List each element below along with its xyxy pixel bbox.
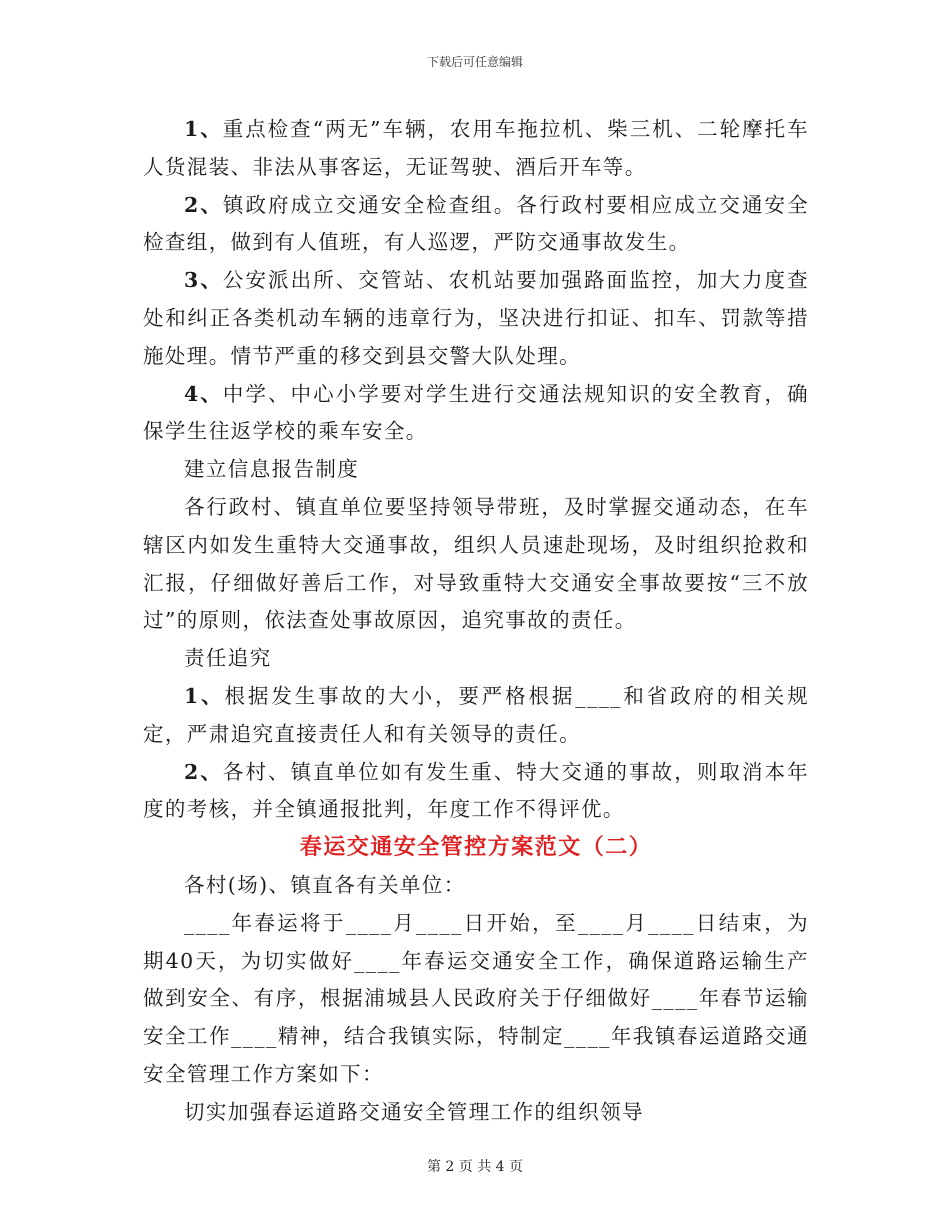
subheading-organization: 切实加强春运道路交通安全管理工作的组织领导 [184, 1099, 644, 1124]
section-title: 春运交通安全管控方案范文（二） [299, 835, 653, 861]
paragraph-info-report: 各行政村、镇直单位要坚持领导带班，及时掌握交通动态，在车辖区内如发生重特大交通事故，组织人员速赴现场，及时组织抢救和汇报，仔细做好善后工作，对导致重特大交通安全事故要按“三不放过”的原则，依法查处事故原因，追究事故的责任。 [143, 494, 809, 633]
paragraph-road-monitoring: 3、公安派出所、交管站、农机站要加强路面监控，加大力度查处和纠正各类机动车辆的违章行为，坚决进行扣证、扣车、罚款等措施处理。情节严重的移交到县交警大队处理。 [143, 268, 809, 368]
paragraph-plan-intro: ____年春运将于____月____日开始，至____月____日结束，为期40天，为切实做好____年春运交通安全工作，确保道路运输生产做到安全、有序，根据浦城县人民政府关于仔细做好____年春节运输安全工作____精神，结合我镇实际，特制定____年我镇春运道路交通安全管理工作方案如下： [143, 910, 809, 1086]
page-footer: 第 2 页 共 4 页 [426, 1159, 524, 1175]
paragraph-check-vehicles: 1、重点检查“两无”车辆，农用车拖拉机、柴三机、二轮摩托车人货混装、非法从事客运，无证驾驶、酒后开车等。 [143, 117, 809, 179]
paragraph-inspection-group: 2、镇政府成立交通安全检查组。各行政村要相应成立交通安全检查组，做到有人值班，有人巡逻，严防交通事故发生。 [143, 192, 809, 255]
paragraph-accountability-1: 1、根据发生事故的大小，要严格根据____和省政府的相关规定，严肃追究直接责任人和有关领导的责任。 [143, 683, 809, 746]
document-body [143, 111, 809, 1132]
paragraph-accountability-2: 2、各村、镇直单位如有发生重、特大交通的事故，则取消本年度的考核，并全镇通报批判，年度工作不得评优。 [143, 759, 809, 822]
subheading-info-report: 建立信息报告制度 [184, 457, 360, 482]
page-header: 下载后可任意编辑 [426, 55, 523, 69]
paragraph-salutation: 各村(场)、镇直各有关单位： [184, 872, 466, 897]
paragraph-school-safety: 4、中学、中心小学要对学生进行交通法规知识的安全教育，确保学生往返学校的乘车安全。 [143, 381, 809, 444]
subheading-accountability: 责任追究 [184, 646, 272, 671]
